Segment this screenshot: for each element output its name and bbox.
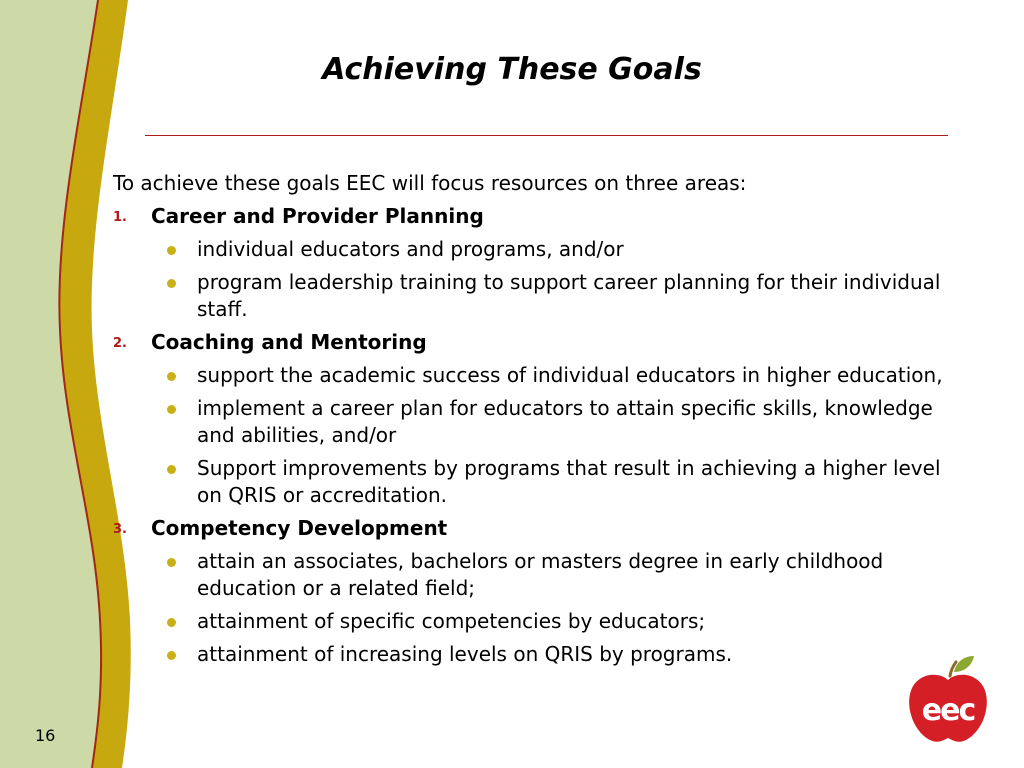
title-divider	[145, 135, 948, 136]
bullet-dot-icon	[167, 465, 176, 474]
section-career-planning	[113, 203, 943, 323]
bullet-dot-icon	[167, 651, 176, 660]
bullet-dot-icon	[167, 558, 176, 567]
bullet-dot-icon	[167, 618, 176, 627]
list-item: support the academic success of individual educators in higher education,	[113, 362, 943, 389]
page-number: 16	[35, 726, 56, 745]
intro-text: To achieve these goals EEC will focus resources on three areas:	[113, 171, 747, 195]
list-item: attainment of specific competencies by educators;	[113, 608, 943, 635]
bullet-list	[113, 362, 943, 509]
section-heading: Competency Development	[151, 516, 448, 540]
list-item: program leadership training to support career planning for their individual staff.	[113, 269, 943, 323]
section-number: 3.	[113, 522, 127, 537]
list-item: implement a career plan for educators to attain specific skills, knowledge and abilities, and/or	[113, 395, 943, 449]
bullet-dot-icon	[167, 405, 176, 414]
bullet-list	[113, 236, 943, 323]
section-coaching-mentoring	[113, 329, 943, 509]
bullet-dot-icon	[167, 246, 176, 255]
section-number: 1.	[113, 210, 127, 225]
svg-text:eec: eec	[921, 693, 975, 728]
slide-title: Achieving These Goals	[322, 52, 702, 87]
section-heading: Coaching and Mentoring	[151, 330, 427, 354]
bullet-dot-icon	[167, 372, 176, 381]
eec-apple-logo-icon	[902, 654, 994, 746]
list-item: attainment of increasing levels on QRIS by programs.	[113, 641, 943, 668]
section-number: 2.	[113, 336, 127, 351]
list-item: individual educators and programs, and/or	[113, 236, 943, 263]
slide-body	[113, 170, 943, 674]
list-item: attain an associates, bachelors or masters degree in early childhood education or a related field;	[113, 548, 943, 602]
section-heading: Career and Provider Planning	[151, 204, 484, 228]
section-competency-development	[113, 515, 943, 668]
bullet-list	[113, 548, 943, 668]
bullet-dot-icon	[167, 279, 176, 288]
list-item: Support improvements by programs that result in achieving a higher level on QRIS or accreditation.	[113, 455, 943, 509]
